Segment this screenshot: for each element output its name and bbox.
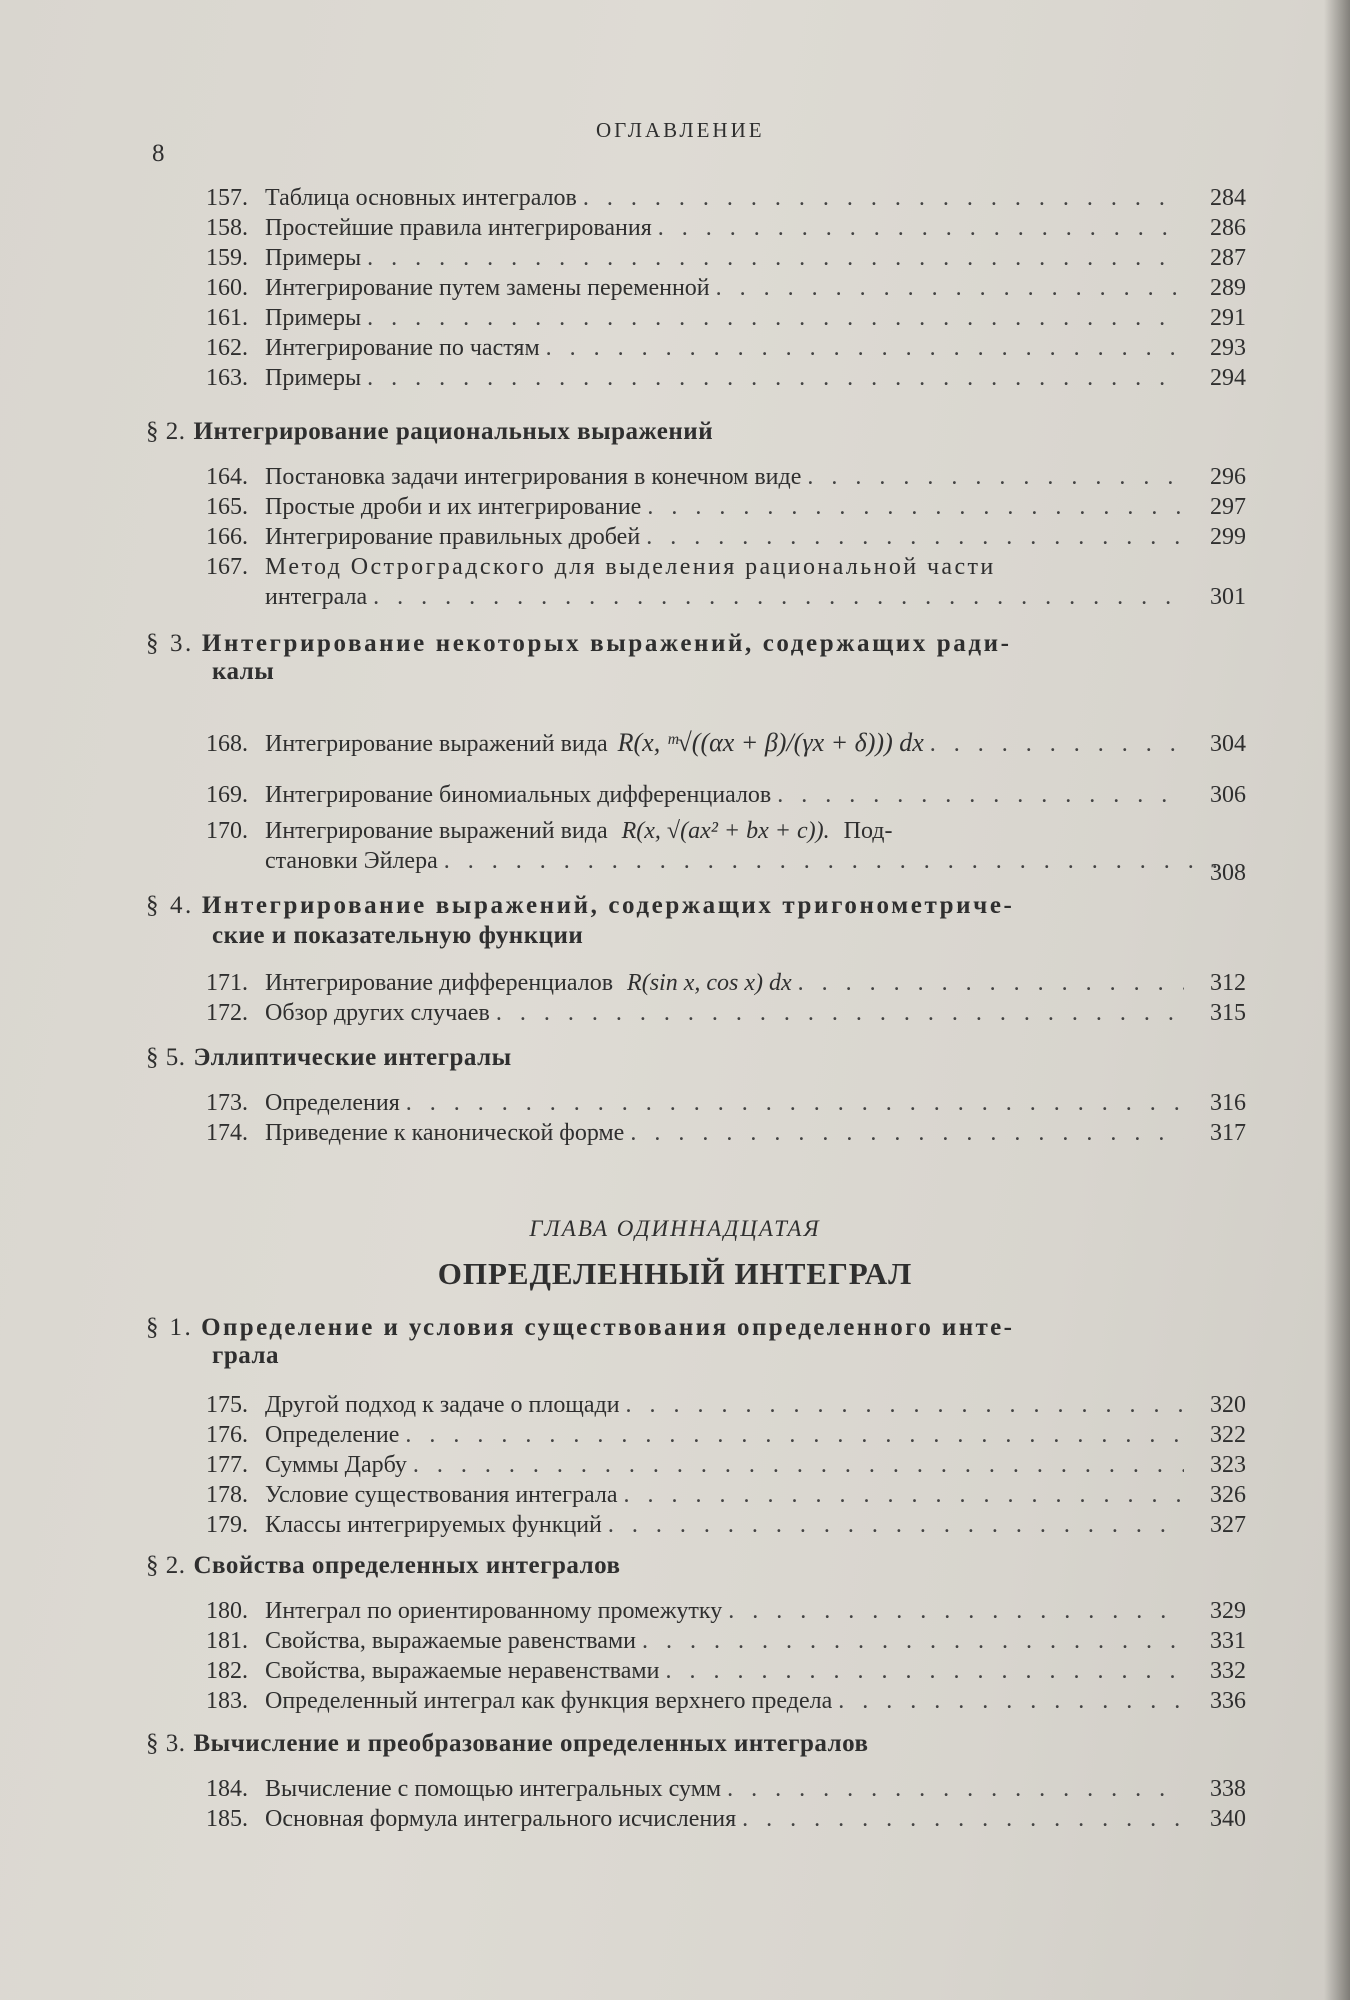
entry-page: 331 [1210,1628,1246,1654]
toc-entry-163 [206,365,1246,395]
entry-title: Примеры [265,365,362,391]
dot-leader [807,464,1184,491]
entry-page: 317 [1210,1120,1246,1146]
entry-title-tail: Под- [843,818,893,844]
entry-title: Постановка задачи интегрирования в конечном виде [265,464,802,490]
section-title: Эллиптические интегралы [193,1044,512,1071]
dot-leader [367,365,1184,392]
entry-page: 297 [1210,494,1246,520]
entry-title: Таблица основных интегралов [265,185,577,211]
toc-entry-176 [206,1422,1246,1452]
toc-entry-159 [206,245,1246,275]
toc-entry-165 [206,494,1246,524]
entry-number: 185. [206,1806,248,1832]
toc-entry-182 [206,1658,1246,1688]
toc-entry-167 [206,554,1246,584]
entry-page: 304 [1210,731,1246,757]
entry-title: Примеры [265,305,362,331]
entry-number: 167. [206,554,248,580]
entry-page: 286 [1210,215,1246,241]
entry-page: 327 [1210,1512,1246,1538]
entry-page: 332 [1210,1658,1246,1684]
dot-leader [624,1482,1185,1509]
toc-entry-177 [206,1452,1246,1482]
section-label: § 1. [146,1314,194,1341]
section-label: § 5. [146,1044,186,1071]
entry-page: 323 [1210,1452,1246,1478]
dot-leader [413,1452,1184,1479]
dot-leader [373,584,1184,611]
entry-number: 166. [206,524,248,550]
entry-page: 299 [1210,524,1246,550]
entry-number: 164. [206,464,248,490]
section-heading [146,630,1186,664]
entry-number: 163. [206,365,248,391]
running-head [0,108,1350,167]
entry-formula: R(sin x, cos x) dx [627,970,792,996]
dot-leader [665,1658,1184,1685]
entry-title-cont: интеграла [265,584,368,610]
toc-entry-170-page [206,860,1246,890]
section-title: Свойства определенных интегралов [193,1552,621,1579]
section-title-cont: грала [212,1342,280,1369]
entry-title: Приведение к канонической форме [265,1120,625,1146]
entry-page: 287 [1210,245,1246,271]
entry-title: Условие существования интеграла [265,1482,618,1508]
entry-title-cont: становки Эйлера [265,848,438,874]
entry-title: Суммы Дарбу [265,1452,407,1478]
dot-leader [742,1806,1184,1833]
entry-page: 326 [1210,1482,1246,1508]
dot-leader [716,275,1184,302]
entry-number: 165. [206,494,248,520]
toc-entry-164 [206,464,1246,494]
entry-number: 173. [206,1090,248,1116]
entry-page: 306 [1210,782,1246,808]
section-heading [146,1314,1186,1348]
dot-leader [583,185,1184,212]
entry-page: 322 [1210,1422,1246,1448]
dot-leader [608,1512,1184,1539]
entry-title: Другой подход к задаче о площади [265,1392,620,1418]
section-heading [146,892,1186,926]
dot-leader [658,215,1184,242]
entry-number: 178. [206,1482,248,1508]
entry-number: 162. [206,335,248,361]
section-heading [146,1552,1186,1586]
entry-number: 157. [206,185,248,211]
section-label: § 3. [146,1730,186,1757]
entry-number: 160. [206,275,248,301]
toc-entry-158 [206,215,1246,245]
entry-number: 168. [206,731,248,757]
entry-number: 169. [206,782,248,808]
dot-leader [930,731,1184,758]
entry-number: 171. [206,970,248,996]
entry-title: Определенный интеграл как функция верхнего предела [265,1688,833,1714]
toc-entry-170 [206,818,1246,848]
section-label: § 2. [146,1552,186,1579]
entry-title: Интегрирование по частям [265,335,540,361]
entry-number: 174. [206,1120,248,1146]
dot-leader [646,524,1184,551]
entry-number: 180. [206,1598,248,1624]
dot-leader [727,1776,1184,1803]
section-title-cont: ские и показательную функции [212,922,584,949]
entry-page: 336 [1210,1688,1246,1714]
entry-title: Интегрирование путем замены переменной [265,275,710,301]
section-title: Интегрирование рациональных выражений [193,418,714,445]
toc-entry-174 [206,1120,1246,1150]
entry-page: 296 [1210,464,1246,490]
entry-formula: R(x, √(ax² + bx + c)). [621,818,830,844]
entry-page: 316 [1210,1090,1246,1116]
dot-leader [777,782,1184,809]
dot-leader [798,970,1184,997]
section-title: Интегрирование некоторых выражений, содержащих ради- [201,630,1012,657]
toc-entry-167-cont [206,584,1246,614]
entry-page: 338 [1210,1776,1246,1802]
entry-number: 175. [206,1392,248,1418]
section-heading [146,418,1186,452]
entry-page: 308 [1210,860,1246,886]
section-title: Вычисление и преобразование определенных интегралов [193,1730,869,1757]
dot-leader [406,1090,1184,1117]
entry-title: Свойства, выражаемые равенствами [265,1628,636,1654]
section-heading [146,1730,1186,1764]
toc-entry-169 [206,782,1246,812]
entry-title: Определение [265,1422,400,1448]
entry-page: 315 [1210,1000,1246,1026]
section-heading [146,1044,1186,1078]
entry-page: 291 [1210,305,1246,331]
chapter-title: ОПРЕДЕЛЕННЫЙ ИНТЕГРАЛ [437,1256,913,1291]
entry-title: Простейшие правила интегрирования [265,215,652,241]
page-edge-shadow [1324,0,1350,2000]
entry-number: 176. [206,1422,248,1448]
section-label: § 4. [146,892,194,919]
entry-page: 289 [1210,275,1246,301]
entry-page: 301 [1210,584,1246,610]
entry-number: 177. [206,1452,248,1478]
entry-title: Простые дроби и их интегрирование [265,494,642,520]
toc-entry-185 [206,1806,1246,1836]
running-title: ОГЛАВЛЕНИЕ [596,118,765,142]
entry-number: 161. [206,305,248,331]
entry-page: 293 [1210,335,1246,361]
section-title: Определение и условия существования определенного инте- [201,1314,1015,1341]
entry-number: 182. [206,1658,248,1684]
toc-entry-162 [206,335,1246,365]
toc-entry-171 [206,970,1246,1000]
entry-number: 159. [206,245,248,271]
dot-leader [546,335,1184,362]
entry-page: 284 [1210,185,1246,211]
entry-title: Свойства, выражаемые неравенствами [265,1658,660,1684]
entry-title: Метод Остроградского для выделения рациональной части [265,554,996,580]
entry-title: Интеграл по ориентированному промежутку [265,1598,723,1624]
toc-entry-157 [206,185,1246,215]
entry-title: Определения [265,1090,400,1116]
entry-page: 320 [1210,1392,1246,1418]
toc-entry-166 [206,524,1246,554]
entry-number: 170. [206,818,248,844]
entry-number: 183. [206,1688,248,1714]
toc-entry-175 [206,1392,1246,1422]
entry-title: Обзор других случаев [265,1000,490,1026]
toc-entry-184 [206,1776,1246,1806]
section-title-cont: калы [212,658,275,685]
dot-leader [367,305,1184,332]
toc-entry-183 [206,1688,1246,1718]
entry-title: Интегрирование выражений вида [265,731,608,757]
dot-leader [405,1422,1184,1449]
entry-number: 181. [206,1628,248,1654]
entry-page: 312 [1210,970,1246,996]
entry-title: Классы интегрируемых функций [265,1512,602,1538]
section-label: § 3. [146,630,194,657]
dot-leader [728,1598,1184,1625]
entry-page: 340 [1210,1806,1246,1832]
toc-entry-161 [206,305,1246,335]
toc-entry-172 [206,1000,1246,1030]
entry-number: 179. [206,1512,248,1538]
dot-leader [647,494,1184,521]
toc-entry-160 [206,275,1246,305]
page-number: 8 [152,140,165,167]
chapter-label: ГЛАВА ОДИННАДЦАТАЯ [529,1216,821,1241]
toc-entry-173 [206,1090,1246,1120]
toc-entry-179 [206,1512,1246,1542]
entry-formula: R(x, ᵐ√((αx + β)/(γx + δ))) dx [617,728,924,757]
entry-number: 158. [206,215,248,241]
entry-title: Интегрирование дифференциалов [265,970,614,996]
entry-title: Интегрирование биномиальных дифференциалов [265,782,772,808]
entry-title: Примеры [265,245,362,271]
toc-entry-178 [206,1482,1246,1512]
entry-page: 294 [1210,365,1246,391]
entry-title: Основная формула интегрального исчисления [265,1806,737,1832]
section-label: § 2. [146,418,186,445]
dot-leader [626,1392,1184,1419]
entry-title: Вычисление с помощью интегральных сумм [265,1776,722,1802]
entry-title: Интегрирование правильных дробей [265,524,641,550]
entry-number: 184. [206,1776,248,1802]
toc-entry-180 [206,1598,1246,1628]
dot-leader [496,1000,1184,1027]
entry-number: 172. [206,1000,248,1026]
section-title: Интегрирование выражений, содержащих тригонометриче- [201,892,1015,919]
toc-entry-168 [206,728,1246,768]
dot-leader [838,1688,1184,1715]
entry-page: 329 [1210,1598,1246,1624]
dot-leader [367,245,1184,272]
dot-leader [642,1628,1184,1655]
dot-leader [630,1120,1184,1147]
toc-entry-181 [206,1628,1246,1658]
entry-title: Интегрирование выражений вида [265,818,608,844]
